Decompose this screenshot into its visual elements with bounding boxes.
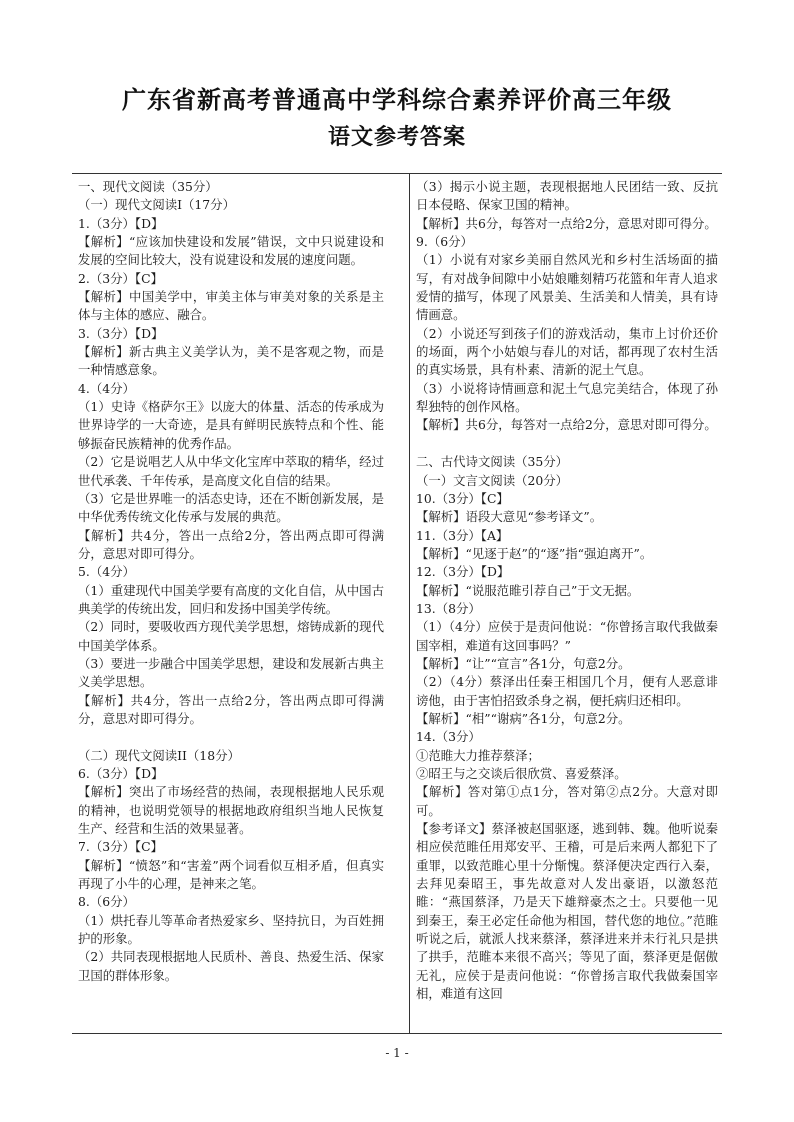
answer-paragraph: 【解析】“愤怒”和“害羞”两个词看似互相矛盾，但真实再现了小牛的心理，是神来之笔。 [78, 857, 384, 892]
answer-paragraph: （1）烘托春儿等革命者热爱家乡、坚持抗日，为百姓拥护的形象。 [78, 912, 384, 947]
answer-paragraph: 12.（3分）【D】 [416, 564, 510, 580]
answer-paragraph: 5.（4分） [78, 564, 135, 580]
answer-paragraph: （1）小说有对家乡美丽自然风光和乡村生活场面的描写，有对战争间隙中小姑娘雕刻精巧花篮和年青人追求爱情的描写，体现了风景美、生活美和人情美，具有诗情画意。 [416, 252, 718, 323]
answer-paragraph: 1.（3分）【D】 [78, 215, 164, 231]
answer-paragraph: ①范睢大力推荐蔡泽； [416, 747, 540, 763]
answer-paragraph: 10.（3分）【C】 [416, 490, 509, 506]
answer-paragraph: （3）要进一步融合中国美学思想，建设和发展新古典主义美学思想。 [78, 655, 384, 690]
answer-paragraph: （一）现代文阅读I（17分） [78, 197, 235, 213]
answer-paragraph: （2）同时，要吸收西方现代美学思想，熔铸成新的现代中国美学体系。 [78, 619, 384, 653]
answer-paragraph: （3）小说将诗情画意和泥土气息完美结合，体现了孙犁独特的创作风格。 [416, 380, 718, 415]
left-column [78, 178, 384, 985]
page-number: - 1 - [385, 1046, 409, 1060]
answer-paragraph: （1）（4分）应侯于是责问他说：“你曾扬言取代我做秦国宰相，难道有这回事吗？” [416, 619, 718, 653]
answer-paragraph: 【解析】突出了市场经营的热闹，表现根据地人民乐观的精神，也说明党领导的根据地政府组织当地人民恢复生产、经营和生活的效果显著。 [78, 784, 384, 837]
column-divider [409, 173, 410, 1033]
answer-paragraph: （2）共同表现根据地人民质朴、善良、热爱生活、保家卫国的群体形象。 [78, 949, 384, 983]
answer-paragraph: （1）重建现代中国美学要有高度的文化自信，从中国古典美学的传统出发，回归和发扬中国美学传统。 [78, 582, 384, 616]
answer-paragraph: （2）（4分）蔡泽出任秦王相国几个月，便有人恶意诽谤他，由于害怕招致杀身之祸，便托病归还相印。 [416, 674, 718, 708]
answer-paragraph: （3）揭示小说主题，表现根据地人民团结一致、反抗日本侵略、保家卫国的精神。 [416, 179, 718, 213]
answer-paragraph: 3.（3分）【D】 [78, 325, 164, 341]
answer-paragraph: 14.（3分） [416, 729, 481, 745]
answer-paragraph: ②昭王与之交谈后很欣赏、喜爱蔡泽。 [416, 766, 627, 781]
answer-paragraph: 【解析】共6分，每答对一点给2分，意思对即可得分。 [416, 417, 717, 433]
answer-paragraph: 7.（3分）【C】 [78, 839, 163, 855]
paragraph-spacer [78, 728, 384, 746]
answer-paragraph: 【解析】语段大意见“参考译文”。 [416, 509, 603, 525]
answer-paragraph: 9.（6分） [416, 234, 473, 250]
answer-paragraph: 11.（3分）【A】 [416, 527, 509, 543]
answer-paragraph: 【解析】共6分，每答对一点给2分，意思对即可得分。 [416, 215, 717, 231]
answer-paragraph: 【解析】答对第①点1分，答对第②点2分。大意对即可。 [416, 784, 718, 818]
answer-paragraph: 【解析】“相”“谢病”各1分，句意2分。 [416, 710, 631, 726]
answer-paragraph: 一、现代文阅读（35分） [78, 179, 218, 194]
answer-paragraph: 【解析】“见逐于赵”的“逐”指“强迫离开”。 [416, 545, 653, 561]
answer-paragraph: 【解析】新古典主义美学认为，美不是客观之物，而是一种情感意象。 [78, 344, 384, 378]
answer-paragraph: 13.（8分） [416, 600, 481, 616]
answer-paragraph: （二）现代文阅读II（18分） [78, 747, 240, 763]
answer-paragraph: （1）史诗《格萨尔王》以庞大的体量、活态的传承成为世界诗学的一大奇迹，是具有鲜明民族特点和个性、能够振奋民族精神的优秀作品。 [78, 399, 384, 451]
answer-paragraph: 【解析】共4分，答出一点给2分，答出两点即可得满分，意思对即可得分。 [78, 692, 384, 726]
bottom-rule [72, 1033, 722, 1034]
answer-paragraph: 6.（3分）【D】 [78, 766, 164, 781]
top-rule [72, 173, 722, 174]
document-title: 广东省新高考普通高中学科综合素养评价高三年级 [122, 86, 672, 114]
answer-paragraph: 【解析】“说服范睢引荐自己”于文无据。 [416, 582, 640, 598]
answer-paragraph: 【解析】“应该加快建设和发展”错误，文中只说建设和发展的空间比较大，没有说建设和发展的速度问题。 [78, 234, 384, 268]
answer-paragraph: （一）文言文阅读（20分） [416, 472, 569, 488]
answer-paragraph: 【解析】“让”“宣言”各1分，句意2分。 [416, 655, 631, 671]
answer-paragraph: 8.（6分） [78, 894, 135, 910]
answer-paragraph: 4.（4分） [78, 380, 135, 396]
paragraph-spacer [416, 435, 718, 453]
answer-paragraph: （2）它是说唱艺人从中华文化宝库中萃取的精华，经过世代承袭、千年传承，是高度文化自信的结果。 [78, 454, 384, 488]
answer-paragraph: （2）小说还写到孩子们的游戏活动，集市上讨价还价的场面，两个小姑娘与春儿的对话，都再现了农村生活的真实场景，具有朴素、清新的泥土气息。 [416, 325, 718, 378]
answer-paragraph: 2.（3分）【C】 [78, 270, 163, 286]
answer-paragraph: 【解析】共4分，答出一点给2分，答出两点即可得满分，意思对即可得分。 [78, 527, 384, 561]
answer-paragraph: 【参考译文】蔡泽被赵国驱逐，逃到韩、魏。他听说秦相应侯范睢任用郑安平、王稽，可是后来两人都犯下了重罪，以致范睢心里十分惭愧。蔡泽便决定西行入秦，去拜见秦昭王，事先故意对人发出豪语，以激怒范睢：“燕国蔡泽，乃是天下雄辩豪杰之士。只要他一见到秦王，秦王必定任命他为相国，替代您的地位。”范睢听说之后，就派人找来蔡泽，蔡泽进来并未行礼只是拱了拱手，范睢本来很不高兴；等见了面，蔡泽更是倨傲无礼，应侯于是责问他说：“你曾扬言取代我做秦国宰相，难道有这回 [416, 821, 718, 1002]
document-subtitle: 语文参考答案 [327, 125, 466, 150]
answer-paragraph: （3）它是世界唯一的活态史诗，还在不断创新发展，是中华优秀传统文化传承与发展的典范。 [78, 490, 384, 525]
right-column [416, 178, 718, 1003]
answer-paragraph: 【解析】中国美学中，审美主体与审美对象的关系是主体与主体的感应、融合。 [78, 289, 384, 323]
answer-paragraph: 二、古代诗文阅读（35分） [416, 454, 569, 470]
